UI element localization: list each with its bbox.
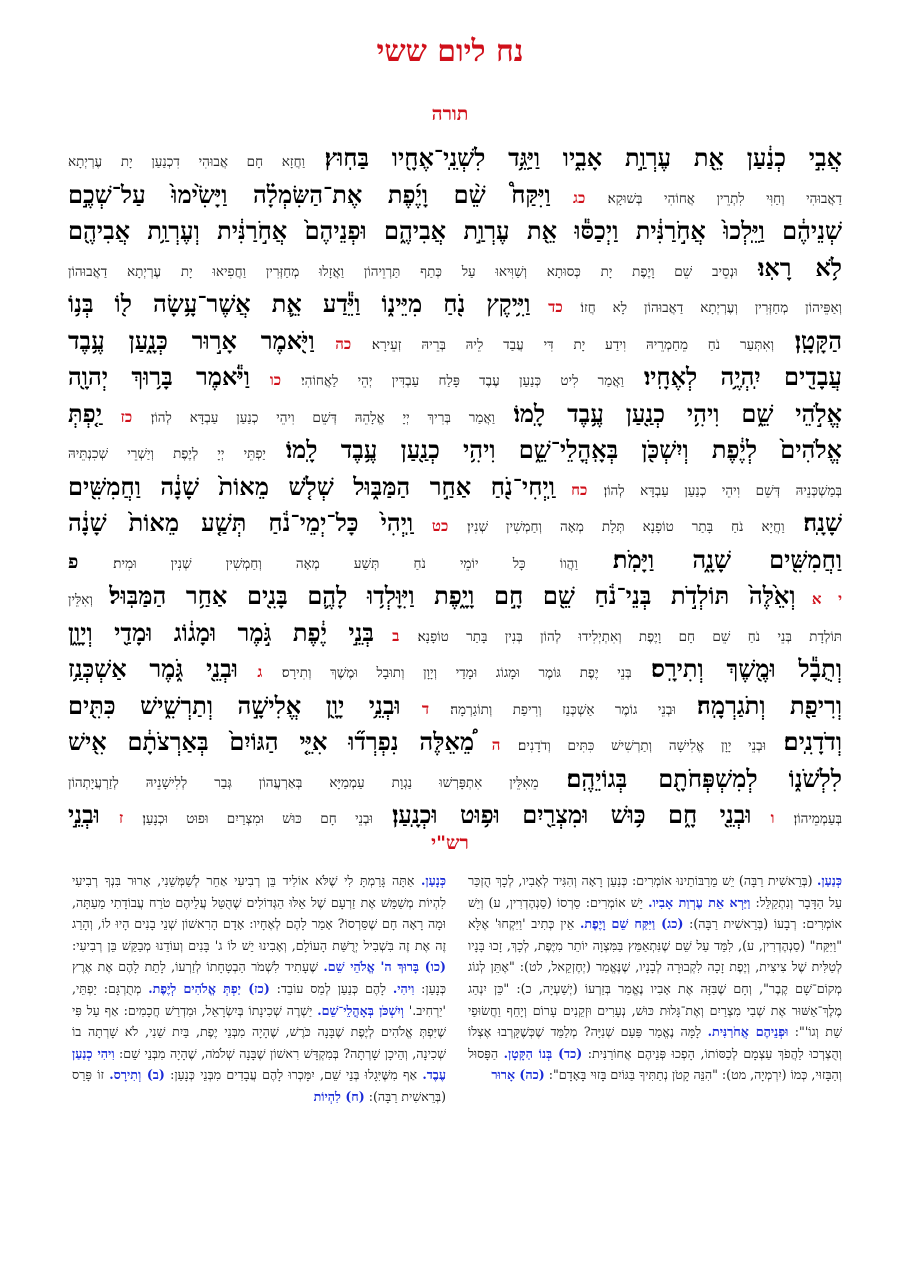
verse-text: וַֽיְחִי־נֹ֖חַ אַחַ֣ר הַמַּבּ֑וּל שְׁלֹ֤שׁ מֵאוֹת֙ שָׁנָ֔ה וַחֲמִשִּׁ֖ים <box>68 471 555 501</box>
verse-text: שָׁנָֽה׃ <box>803 508 842 537</box>
verse-number: כג <box>573 188 586 207</box>
verse-number: כח <box>571 480 588 499</box>
targum-text: בְּמַשְׁכְּנֵיהּ דְּשֵׁם וִיהֵי כְנַעַן עַבְדָּא לְהוֹן׃ <box>603 482 842 499</box>
verse-text: שְׁנֵיהֶ֔ם וַיֵּֽלְכוּ֙ אֲחֹ֣רַנִּ֔ית וַיְכַסּ֕וּ אֵ֖ת עֶרְוַ֣ת אֲבִיהֶ֑ם וּפְנֵיהֶם֙ אֲחֹ֣רַנִּ֔ית וְעֶרְוַ֥ת אֲבִיהֶ֖ם <box>68 216 842 245</box>
verse-number: כט <box>431 517 449 535</box>
targum-text: וּבְנֵי יָוָן אֱלִישָׁה וְתַרְשִׁישׁ כִּתִּים וְדֹדָנִים׃ <box>517 738 767 754</box>
rashi-heading: (כו) בָּרוּךְ ה' אֱלֹהֵי שֵׁם. <box>323 959 446 975</box>
rashi-text: אַתָּה גָּרַמְתָּ לִי שֶׁלֹּא אוֹלִיד בֵּן רְבִיעִי אַחֵר לְשַׁמְּשֵׁנִי, אָרוּר בִּנְךָ רְבִיעִי לִהְיוֹת מְשַׁמֵּשׁ אֶת זַרְעָם שֶׁל אֵלּוּ הַגְּדוֹלִים שֶׁהֻטַּל עֲלֵיהֶם טֹרַח עֲבוֹדָתִי מֵעַתָּה, וּמָה רָאָה חָם שֶׁסֵּרְסוֹ? אָמַר לָהֶם לְאֶחָיו: אָדָם הָרִאשׁוֹן שְׁנֵי בָנִים הָיוּ לוֹ, וְהָרַג זֶה אֶת זֶה בִּשְׁבִיל יְרֻשַּׁת הָעוֹלָם, וְאָבִינוּ יֵשׁ לוֹ ג' בָּנִים וְעוֹדֵנוּ מְבַקֵּשׁ בֵּן רְבִיעִי: <box>72 873 446 953</box>
verse-text: בְּנֵ֣י יֶ֔פֶת גֹּ֣מֶר וּמָג֔וֹג וּמָדַ֖י וְיָוָ֑ן <box>68 617 374 647</box>
torah-text-block <box>68 140 842 834</box>
verse-text: וְדֹדָנִֽים׃ <box>783 727 842 756</box>
targum-text: וּבְנֵי גוֹמֶר אַשְׁכְּנַז וְרִיפַת וְתוֹגַרְמָה׃ <box>450 701 676 718</box>
verse-text: לִלְשֹׁנ֑וֹ לְמִשְׁפְּחֹתָ֖ם בְּגוֹיֵהֶֽם׃ <box>566 763 842 793</box>
rashi-text: הַפָּסוּל וְהַבָּזוּי, כְּמוֹ (יִרְמְיָה, מט): "הִנֵּה קָטֹן נְתַתִּיךָ בַּגּוֹיִם בָּזוּי בָּאָדָם": <box>468 1045 842 1083</box>
torah-line <box>68 323 842 360</box>
rashi-heading: וִיהִי כְנַעַן עֶבֶד. <box>72 1045 446 1083</box>
targum-text: דַאֲבוּהִי וְחַוִּי לִתְרֵין אֲחוֹהִי בְּשׁוּקָא׃ <box>607 190 842 207</box>
verse-text: מֵ֠אֵלֶּה נִפְרְד֞וּ אִיֵּ֤י הַגּוֹיִם֙ בְּאַרְצֹתָ֔ם אִ֖ישׁ <box>68 727 475 756</box>
verse-text: אֱלֹהִים֙ לְיֶ֔פֶת וְיִשְׁכֹּ֖ן בְּאָֽהֳלֵי־שֵׁ֑ם וִיהִ֥י כְנַ֖עַן עֶ֥בֶד לָֽמוֹ׃ <box>285 435 842 464</box>
verse-number: ד <box>421 699 430 718</box>
torah-line <box>68 432 842 469</box>
rashi-heading: כְּנָעַן. <box>421 873 446 888</box>
torah-line <box>68 651 842 688</box>
rashi-text: (בְּרֵאשִׁית רַבָּה) יֵשׁ מֵרַבּוֹתֵינוּ אוֹמְרִים: כְּנַעַן רָאָה וְהִגִּיד לְאָבִיו, לְכָךְ הֻזְכַּר עַל הַדָּבָר וְנִתְקַלֵּל: <box>468 873 842 910</box>
verse-text: וַחֲמִשִּׁ֖ים שָׁנָ֑ה וַיָּמֹֽת׃ <box>612 544 842 574</box>
targum-text: וְאִלֵּין <box>68 592 93 608</box>
targum-text: וְאִתְּעַר נֹחַ מֵחַמְרֵיהּ וִידַע יָת דִּי עֲבַד לֵיהּ בְּרֵיהּ זְעֵירָא׃ <box>371 336 775 353</box>
targum-text: וְאַפֵּיהוֹן מְחַזְּרִין וְעֶרְיְתָא דַאֲבוּהוֹן לָא חֲזוֹ׃ <box>580 300 842 316</box>
verse-text: וְתֻבָ֕ל וּמֶ֖שֶׁךְ וְתִירָֽס׃ <box>651 654 842 683</box>
verse-text: וַיֹּ֕אמֶר בָּר֥וּךְ יְהוָ֖ה <box>68 362 250 391</box>
verse-number: כה <box>335 334 352 353</box>
verse-number: ה <box>491 736 501 754</box>
torah-line <box>68 724 842 761</box>
torah-line <box>68 286 842 323</box>
verse-text: וּבְנֵ֖י חָ֑ם כּ֥וּשׁ וּמִצְרַ֖יִם וּפ֥וּט וּכְנָֽעַן׃ <box>392 800 752 829</box>
verse-text: פ <box>68 550 79 573</box>
verse-number: ו <box>770 809 775 827</box>
torah-line <box>68 359 842 396</box>
torah-line <box>68 396 842 433</box>
targum-text: מֵאִלֵּין אִתְפָּרְשׁוּ נַגְוָת עַמְמַיָּא בְּאַרְעֲהוֹן גְּבַר לְלִישָׁנֵיהּ לְזַרְעֲיָתְהוֹן <box>68 774 539 791</box>
rashi-text: זוֹ פָּרַס (בְּרֵאשִׁית רַבָּה): <box>72 1067 446 1104</box>
rashi-section-header: רש"י <box>431 832 469 854</box>
verse-number: כד <box>548 298 563 316</box>
torah-section-header: תורה <box>431 103 469 125</box>
targum-text: וַאֲמַר בְּרִיךְ יְיָ אֱלָהֵהּ דְּשֵׁם וִיהֵי כְנַעַן עַבְדָּא לְהוֹן׃ <box>150 409 495 426</box>
targum-text: וּבְנֵי חָם כּוּשׁ וּמִצְרַיִם וּפוּט וּכְנָעַן׃ <box>142 811 373 827</box>
targum-text: וּנְסֵיב שֵׁם וָיֶפֶת יָת כְּסוּתָא וְשַׁוִּיאוּ עַל כְּתַף תַּרְוֵיהוֹן וַאֲזָלוּ מְחַזְּרִין וַחֲפִיאוּ יָת עֶרְיְתָא דַאֲבוּהוֹן <box>68 263 738 280</box>
rashi-heading: וְיִשְׁכֹּן בְּאָהֳלֵי־שֵׁם. <box>317 1002 404 1018</box>
verse-text: לֹ֥א רָאֽוּ׃ <box>758 252 842 282</box>
verse-text: וּבְנֵ֥י יָוָ֖ן אֱלִישָׁ֣ה וְתַרְשִׁ֑ישׁ כִּתִּ֖ים <box>68 690 401 720</box>
torah-line <box>68 505 842 542</box>
torah-line <box>68 761 842 798</box>
verse-text: וַיִּ֥יקֶץ נֹ֖חַ מִיֵּינ֑וֹ וַיֵּ֕דַע אֵ֛ת אֲשֶׁר־עָ֥שָׂה ל֖וֹ בְּנ֥וֹ <box>68 289 531 318</box>
rashi-text: אֵין כְּתִיב 'וַיִּקְחוּ' אֶלָּא "וַיִּקַּח" (סַנְהֶדְרִין, ע), לִמֵּד עַל שֵׁם שֶׁנִּתְאַמֵּץ בַּמִּצְוָה יוֹתֵר מִיֶּפֶת, לְכָךְ, זָכוּ בָּנָיו לְטַלִּית שֶׁל צִיצִית, וְיֶפֶת זָכָה לִקְבוּרָה לְבָנָיו, שֶׁנֶּאֱמַר (יְחֶזְקֵאל, לט): "אֶתֵּן לְגוֹג מְקוֹם־שָׁם קֶבֶר", וְחָם שֶׁבִּזָּה אֶת אָבִיו נֶאֱמַר בְּזַרְעוֹ (יְשַׁעְיָה, כ): "כֵּן יִנְהַג מֶלֶךְ־אַשּׁוּר אֶת שְׁבִי מִצְרַיִם וְאֶת־גָּלוּת כּוּשׁ, נְעָרִים וּזְקֵנִים עָרוֹם וְיָחֵף וַחֲשׂוּפַי שֵׁת וְגוֹ'": <box>468 916 842 1040</box>
torah-line <box>68 177 842 214</box>
targum-text: וַאֲמַר לִיט כְּנַעַן עֶבֶד פָּלַח עַבְדִּין יְהֵי לַאֲחוֹהִי׃ <box>301 373 624 389</box>
torah-line <box>68 688 842 725</box>
verse-text: וַיִּקַּח֩ שֵׁ֨ם וָיֶ֜פֶת אֶת־הַשִּׂמְלָ֗ה וַיָּשִׂ֙ימוּ֙ עַל־שְׁכֶ֣ם <box>68 179 551 209</box>
rashi-text: יֵשׁ אוֹמְרִים: סֵרְסוֹ (סַנְהֶדְרִין, ע) וְיֵשׁ אוֹמְרִים: רְבָעוֹ (בְּרֵאשִׁית רַבָּה): <box>468 894 842 932</box>
verse-text: עֲבָדִ֖ים יִֽהְיֶ֥ה לְאֶחָֽיו׃ <box>643 362 842 391</box>
torah-line <box>68 797 842 834</box>
rashi-text: לָהֶם כְּנַעַן לְמַס עוֹבֵד: <box>269 980 393 996</box>
rashi-heading: וִיהִי. <box>392 980 415 996</box>
rashi-text: מְתֻרְגָּם: יַפְתֵּי, 'יַרְחִיב.' <box>72 980 446 1018</box>
targum-text: וַחֲזָא חָם אֲבוּהִי דִכְנַעַן יָת עֶרְיְתָא <box>68 154 306 170</box>
targum-text: וַהֲווֹ כָּל יוֹמֵי נֹחַ תְּשַׁע מְאָה וְחַמְשִׁין שְׁנִין וּמִית׃ <box>113 555 578 572</box>
rashi-commentary <box>72 870 842 1262</box>
torah-line <box>68 615 842 652</box>
rashi-text: יַשְׁרֶה שְׁכִינָתוֹ בְּיִשְׂרָאֵל, וּמִדְרַשׁ חֲכָמִים: אַף עַל פִּי שֶׁיִּפְתְּ אֱלֹהִים לְיֶפֶת שֶׁבָּנָה כֹּרֶשׁ, שֶׁהָיָה מִבְּנֵי יֶפֶת, בַּיִת שֵׁנִי, לֹא שָׁרְתָה בוֹ שְׁכִינָה, וְהֵיכָן שָׁרְתָה? בְּמִקְדָּשׁ רִאשׁוֹן שֶׁבָּנָה שְׁלֹמֹה, שֶׁהָיָה מִבְּנֵי שֵׁם: <box>72 1002 446 1061</box>
rashi-text: לָמָּה נֶאֱמַר פַּעַם שְׁנִיָּה? מְלַמֵּד שֶׁכְּשֶׁקָּרְבוּ אֶצְלוֹ וְהֻצְרְכוּ לַהֲפֹךְ עַצְמָם לְכַסּוֹתוֹ, הָפְכוּ פְּנֵיהֶם אֲחוֹרַנִּית: <box>468 1024 842 1061</box>
torah-line <box>68 542 842 579</box>
targum-text: תּוֹלְדָת בְּנֵי נֹחַ שֵׁם חָם וָיֶפֶת וְאִתְיְלִידוּ לְהוֹן בְּנִין בָּתַר טוֹפָנָא׃ <box>417 628 842 645</box>
verse-text: וּבְנֵ֖י גֹּ֑מֶר אַשְׁכְּנַ֥ז <box>68 654 238 683</box>
verse-text: וְאֵ֙לֶּה֙ תּוֹלְדֹ֣ת בְּנֵי־נֹ֔חַ שֵׁ֖ם חָ֣ם וָיָ֑פֶת וַיִּוָּלְד֥וּ לָהֶ֛ם בָּנִ֖ים אַחַ֥ר הַמַּבּֽוּל׃ <box>109 581 796 610</box>
verse-text: יַ֤פְתְּ <box>68 398 102 428</box>
rashi-heading: (ח) לִהְיוֹת <box>313 1088 365 1104</box>
page-title: נח ליום ששי <box>376 34 524 69</box>
verse-number: ז <box>119 809 124 827</box>
rashi-heading: (ב) וְתִירָס. <box>109 1067 165 1083</box>
torah-line <box>68 140 842 177</box>
targum-text: בְּעַמְמֵיהוֹן׃ <box>793 811 842 827</box>
verse-text: וּבְנֵ֣י <box>68 800 100 829</box>
rashi-heading: וּפְנֵיהֶם אֲחֹרַנִּית. <box>707 1024 789 1040</box>
torah-line <box>68 250 842 287</box>
verse-text: אֱלֹ֣הֵי שֵׁ֑ם וִיהִ֥י כְנַ֖עַן עֶ֥בֶד לָֽמוֹ׃ <box>513 398 842 428</box>
targum-text: יַפְתֵּי יְיָ לְיֶפֶת וְיַשְׁרֵי שְׁכִנְתֵּיהּ <box>68 446 266 462</box>
verse-text: הַקָּטָֽן׃ <box>794 325 842 355</box>
verse-number: כז <box>120 407 133 426</box>
verse-text: וְרִיפַ֖ת וְתֹגַרְמָֽה׃ <box>697 690 842 720</box>
verse-text: וַיֹּ֖אמֶר אָר֣וּר כְּנָ֑עַן עֶ֥בֶד <box>68 325 315 355</box>
verse-number: י א <box>811 590 842 608</box>
rashi-heading: (כג) וַיִּקַּח שֵׁם וָיֶפֶת. <box>579 916 684 932</box>
verse-number: כו <box>269 371 282 389</box>
rashi-heading: (כה) אָרוּר <box>491 1067 545 1083</box>
torah-line <box>68 213 842 250</box>
rashi-text: אַף מִשֶּׁיִּגָלוּ בְּנֵי שֵׁם, יִמָּכְרוּ לָהֶם עֲבָדִים מִבְּנֵי כְּנָעַן: <box>164 1067 423 1083</box>
verse-text: וַֽיְהִי֙ כָּל־יְמֵי־נֹ֔חַ תְּשַׁ֤ע מֵאוֹת֙ שָׁנָ֔ה <box>68 508 414 537</box>
targum-text: וַחֲיָא נֹחַ בָּתַר טוֹפָנָא תְּלָת מְאָה וְחַמְשִׁין שְׁנִין׃ <box>467 519 785 535</box>
verse-number: ב <box>392 626 400 645</box>
rashi-heading: (כד) בְּנוֹ הַקָּטָן. <box>503 1045 583 1061</box>
rashi-heading: כְּנַעַן. <box>817 873 842 888</box>
targum-text: בְּנֵי יֶפֶת גּוֹמֶר וּמָגוֹג וּמָדַי וְיָוָן וְתוּבָל וּמֶשֶׁךְ וְתִירָס׃ <box>281 665 632 681</box>
verse-number: ג <box>257 663 263 681</box>
rashi-heading: (כז) יַפְתְּ אֱלֹהִים לְיֶפֶת. <box>148 980 270 996</box>
verse-text: אֲבִ֣י כְנַ֔עַן אֵ֖ת עֶרְוַ֣ת אָבִ֑יו וַיַּגֵּ֥ד לִשְׁנֵֽי־אֶחָ֖יו בַּחֽוּץ׃ <box>324 143 842 172</box>
rashi-heading: וַיַּרְא אֵת עֶרְוַת אָבִיו. <box>648 894 751 910</box>
rashi-column-right <box>468 870 842 1262</box>
rashi-column-left <box>72 870 446 1262</box>
torah-line <box>68 578 842 615</box>
torah-line <box>68 469 842 506</box>
rashi-text: שֶׁעָתִיד לִשְׁמֹר הַבְטָחָתוֹ לְזַרְעוֹ, לָתֵת לָהֶם אֶת אֶרֶץ כְּנָעַן: <box>72 959 446 996</box>
